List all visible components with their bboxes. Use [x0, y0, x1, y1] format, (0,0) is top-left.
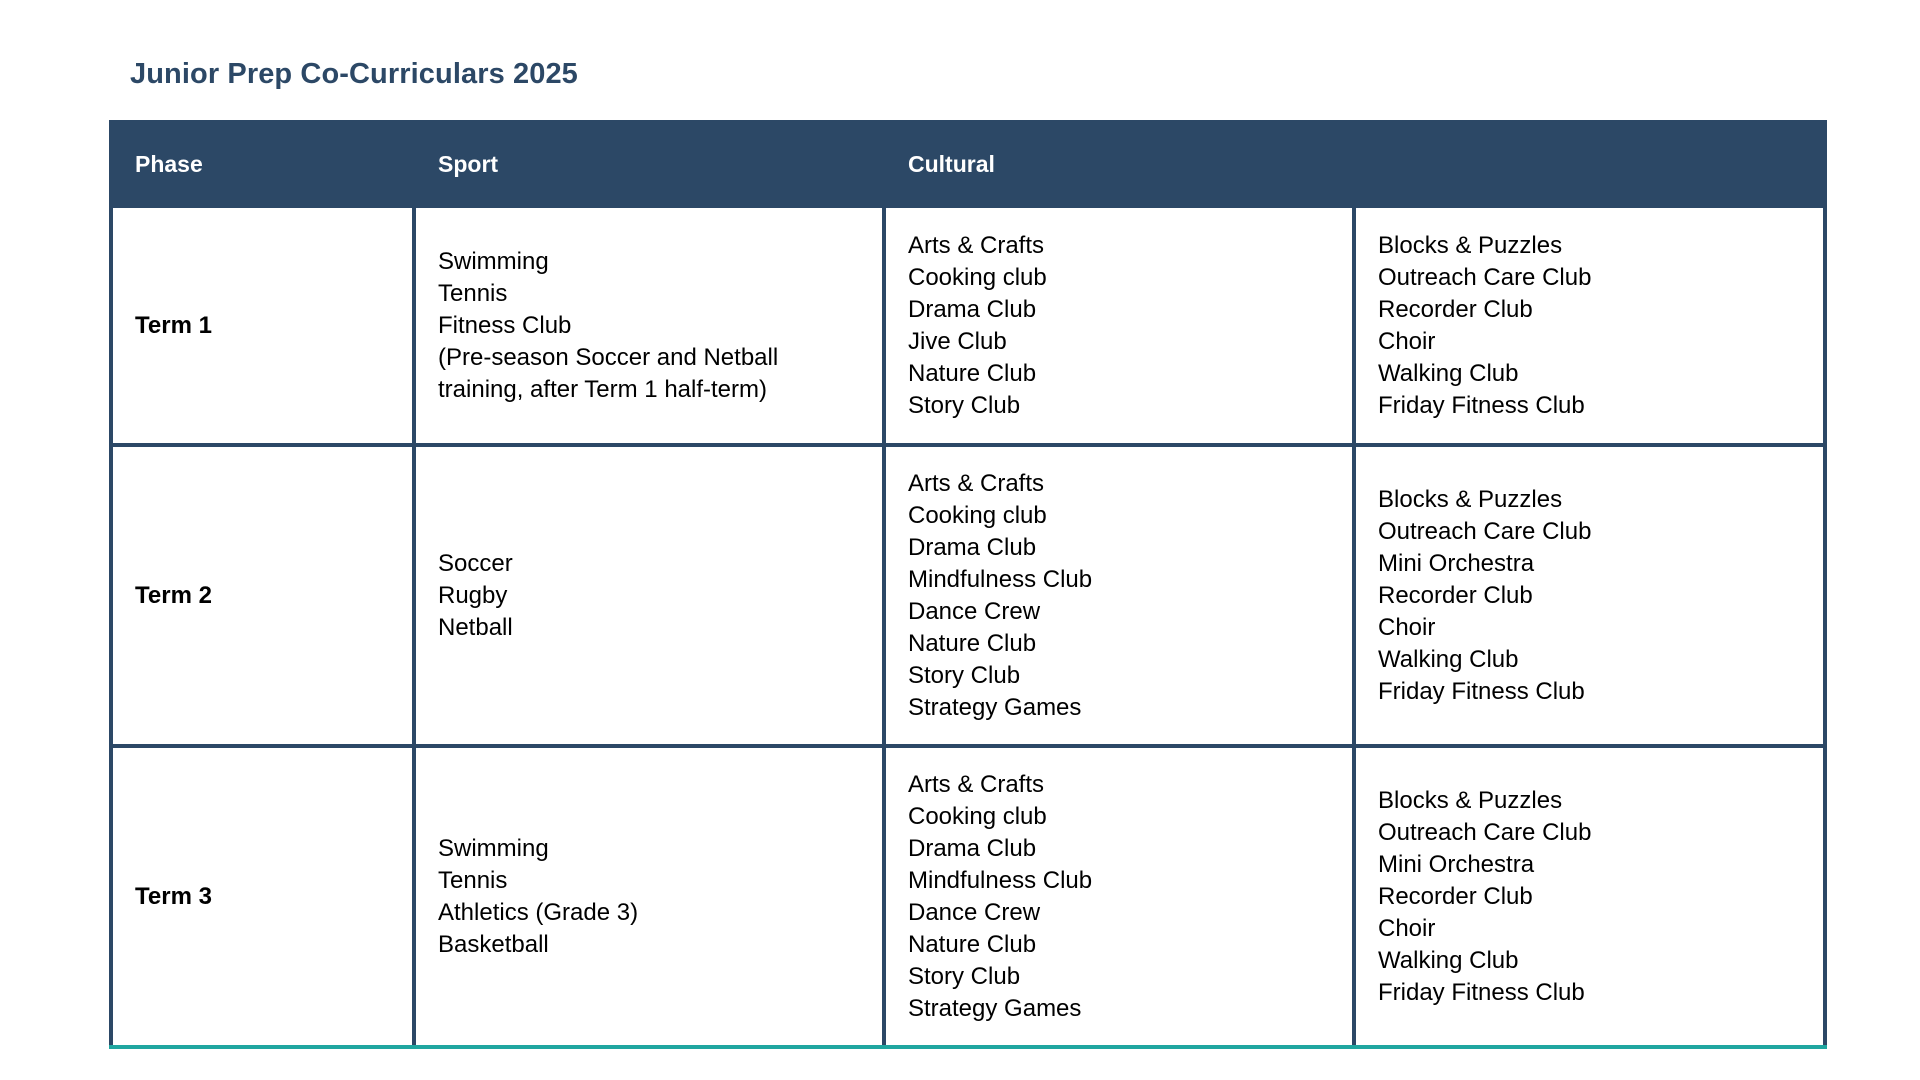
extra-item: Walking Club: [1378, 359, 1519, 387]
extra-item: Blocks & Puzzles: [1378, 231, 1563, 259]
sport-item: (Pre-season Soccer and Netball: [438, 343, 779, 371]
sport-item: training, after Term 1 half-term): [438, 375, 768, 403]
sport-item: Tennis: [438, 866, 508, 894]
cultural-item: Jive Club: [908, 327, 1007, 355]
cultural-list: [908, 230, 1352, 422]
cultural-item: Dance Crew: [908, 597, 1041, 625]
cultural-item: Cooking club: [908, 802, 1047, 830]
term-label: Term 2: [111, 445, 414, 746]
sport-item: Netball: [438, 613, 513, 641]
cultural-item: Story Club: [908, 962, 1021, 990]
sport-cell: [414, 746, 884, 1047]
cultural-item: Nature Club: [908, 930, 1037, 958]
cultural-item: Mindfulness Club: [908, 866, 1093, 894]
table-row: [111, 746, 1825, 1047]
sport-list: [438, 833, 882, 961]
co-curricular-table: [109, 120, 1827, 1049]
term-label: Term 3: [111, 746, 414, 1047]
page-title: Junior Prep Co-Curriculars 2025: [130, 58, 578, 90]
cultural-cell: [884, 746, 1354, 1047]
extra-item: Outreach Care Club: [1378, 818, 1592, 846]
extra-item: Choir: [1378, 914, 1436, 942]
extra-item: Walking Club: [1378, 645, 1519, 673]
extra-item: Friday Fitness Club: [1378, 391, 1585, 419]
column-header-phase: Phase: [111, 122, 414, 206]
cultural-item: Arts & Crafts: [908, 469, 1045, 497]
cultural-item: Arts & Crafts: [908, 770, 1045, 798]
extra-item: Recorder Club: [1378, 295, 1533, 323]
cultural-item: Cooking club: [908, 501, 1047, 529]
extra-cell: [1354, 445, 1825, 746]
extra-item: Recorder Club: [1378, 882, 1533, 910]
sport-item: Basketball: [438, 930, 549, 958]
extra-item: Choir: [1378, 613, 1436, 641]
extra-item: Choir: [1378, 327, 1436, 355]
cultural-item: Nature Club: [908, 359, 1037, 387]
extra-list: [1378, 484, 1823, 708]
column-header-cultural: Cultural: [884, 122, 1354, 206]
cultural-item: Arts & Crafts: [908, 231, 1045, 259]
extra-cell: [1354, 746, 1825, 1047]
cultural-list: [908, 468, 1352, 724]
column-header-sport: Sport: [414, 122, 884, 206]
sport-item: Swimming: [438, 834, 549, 862]
sport-item: Rugby: [438, 581, 508, 609]
cultural-item: Drama Club: [908, 533, 1037, 561]
cultural-item: Cooking club: [908, 263, 1047, 291]
term-label: Term 1: [111, 206, 414, 445]
cultural-item: Drama Club: [908, 295, 1037, 323]
cultural-item: Strategy Games: [908, 693, 1082, 721]
sport-cell: [414, 206, 884, 445]
extra-item: Walking Club: [1378, 946, 1519, 974]
extra-item: Outreach Care Club: [1378, 263, 1592, 291]
sport-item: Soccer: [438, 549, 513, 577]
extra-item: Friday Fitness Club: [1378, 677, 1585, 705]
extra-item: Recorder Club: [1378, 581, 1533, 609]
extra-item: Blocks & Puzzles: [1378, 485, 1563, 513]
cultural-cell: [884, 445, 1354, 746]
extra-item: Friday Fitness Club: [1378, 978, 1585, 1006]
sport-item: Athletics (Grade 3): [438, 898, 639, 926]
extra-list: [1378, 230, 1823, 422]
table-row: [111, 206, 1825, 445]
extra-item: Mini Orchestra: [1378, 549, 1535, 577]
extra-cell: [1354, 206, 1825, 445]
cultural-item: Drama Club: [908, 834, 1037, 862]
cultural-cell: [884, 206, 1354, 445]
cultural-item: Dance Crew: [908, 898, 1041, 926]
sport-item: Swimming: [438, 247, 549, 275]
sport-list: [438, 246, 882, 406]
sport-list: [438, 548, 882, 644]
cultural-item: Nature Club: [908, 629, 1037, 657]
sport-item: Fitness Club: [438, 311, 572, 339]
extra-item: Blocks & Puzzles: [1378, 786, 1563, 814]
extra-list: [1378, 785, 1823, 1009]
sport-item: Tennis: [438, 279, 508, 307]
cultural-item: Story Club: [908, 661, 1021, 689]
table-header-row: [111, 122, 1825, 206]
column-header-extra: [1354, 122, 1825, 206]
cultural-item: Story Club: [908, 391, 1021, 419]
cultural-item: Strategy Games: [908, 994, 1082, 1022]
extra-item: Mini Orchestra: [1378, 850, 1535, 878]
extra-item: Outreach Care Club: [1378, 517, 1592, 545]
table-row: [111, 445, 1825, 746]
cultural-list: [908, 769, 1352, 1025]
cultural-item: Mindfulness Club: [908, 565, 1093, 593]
sport-cell: [414, 445, 884, 746]
